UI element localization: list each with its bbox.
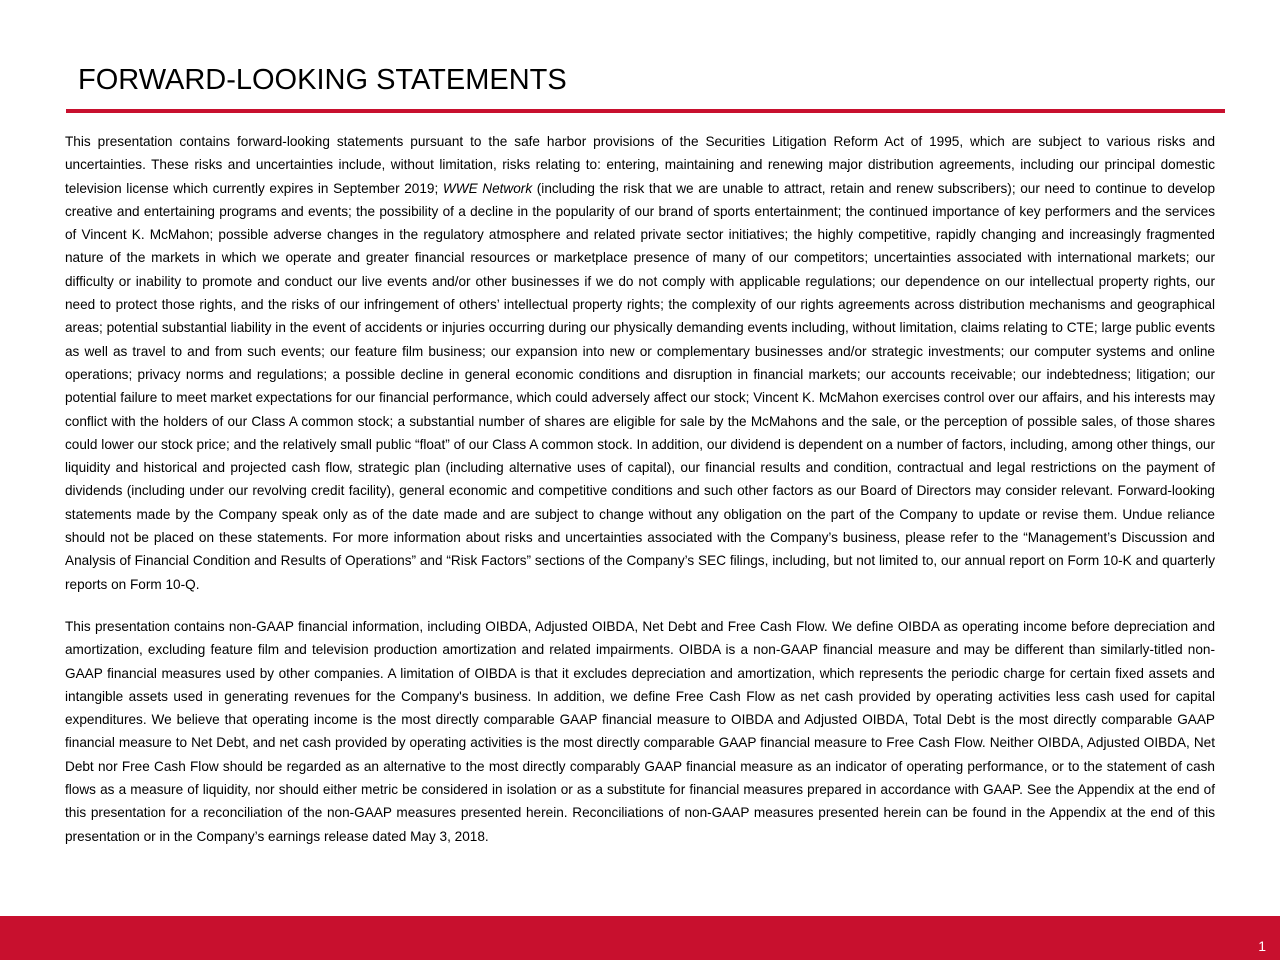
- forward-looking-text-part1: This presentation contains forward-looking statements pursuant to the safe harbor provisions of the Securities Litigation Reform Act of 1995, which are subject to various risks and uncertainties. These risks and uncertainties include, without limitation, risks relating to: entering, maintaining and renewing major distribution agreements, including our principal domestic television license which currently expires in September 2019;: [65, 134, 1215, 196]
- non-gaap-paragraph: This presentation contains non-GAAP financial information, including OIBDA, Adjusted OIBDA, Net Debt and Free Cash Flow. We define OIBDA as operating income before depreciation and amortization, excluding feature film and television production amortization and related impairments. OIBDA is a non-GAAP financial measure and may be different than similarly-titled non-GAAP financial measures used by other companies. A limitation of OIBDA is that it excludes depreciation and amortization, which represents the periodic charge for certain fixed assets and intangible assets used in generating revenues for the Company's business. In addition, we define Free Cash Flow as net cash provided by operating activities less cash used for capital expenditures. We believe that operating income is the most directly comparable GAAP financial measure to OIBDA and Adjusted OIBDA, Total Debt is the most directly comparable GAAP financial measure to Net Debt, and net cash provided by operating activities is the most directly comparable GAAP financial measure to Free Cash Flow. Neither OIBDA, Adjusted OIBDA, Net Debt nor Free Cash Flow should be regarded as an alternative to the most directly comparably GAAP financial measure as an indicator of operating performance, or to the statement of cash flows as a measure of liquidity, nor should either metric be considered in isolation or as a substitute for financial measures prepared in accordance with GAAP. See the Appendix at the end of this presentation for a reconciliation of the non-GAAP measures presented herein. Reconciliations of non-GAAP measures presented herein can be found in the Appendix at the end of this presentation or in the Company’s earnings release dated May 3, 2018.: [65, 618, 1215, 844]
- forward-looking-paragraph: [65, 130, 1215, 596]
- page-number: 1: [1258, 938, 1266, 954]
- forward-looking-text-part2: (including the risk that we are unable to attract, retain and renew subscribers); our need to continue to develop creative and entertaining programs and events; the possibility of a decline in the popularity of our brand of sports entertainment; the continued importance of key performers and the services of Vincent K. McMahon; possible adverse changes in the regulatory atmosphere and related private sector initiatives; the highly competitive, rapidly changing and increasingly fragmented nature of the markets in which we operate and greater financial resources or marketplace presence of many of our competitors; uncertainties associated with international markets; our difficulty or inability to promote and conduct our live events and/or other businesses if we do not comply with applicable regulations; our dependence on our intellectual property rights, our need to protect those rights, and the risks of our infringement of others’ intellectual property rights; the complexity of our rights agreements across distribution mechanisms and geographical areas; potential substantial liability in the event of accidents or injuries occurring during our physically demanding events including, without limitation, claims relating to CTE; large public events as well as travel to and from such events; our feature film business; our expansion into new or complementary businesses and/or strategic investments; our computer systems and online operations; privacy norms and regulations; a possible decline in general economic conditions and disruption in financial markets; our accounts receivable; our indebtedness; litigation; our potential failure to meet market expectations for our financial performance, which could adversely affect our stock; Vincent K. McMahon exercises control over our affairs, and his interests may conflict with the holders of our Class A common stock; a substantial number of shares are eligible for sale by the McMahons and the sale, or the perception of possible sales, of those shares could lower our stock price; and the relatively small public “float” of our Class A common stock. In addition, our dividend is dependent on a number of factors, including, among other things, our liquidity and historical and projected cash flow, strategic plan (including alternative uses of capital), our financial results and condition, contractual and legal restrictions on the payment of dividends (including under our revolving credit facility), general economic and competitive conditions and such other factors as our Board of Directors may consider relevant. Forward-looking statements made by the Company speak only as of the date made and are subject to change without any obligation on the part of the Company to update or revise them. Undue reliance should not be placed on these statements. For more information about risks and uncertainties associated with the Company’s business, please refer to the “Management’s Discussion and Analysis of Financial Condition and Results of Operations” and “Risk Factors” sections of the Company’s SEC filings, including, but not limited to, our annual report on Form 10-K and quarterly reports on Form 10-Q.: [65, 180, 1216, 592]
- wwe-network-italic: WWE Network: [442, 180, 533, 196]
- footer-bar: [0, 916, 1280, 960]
- slide-title: FORWARD-LOOKING STATEMENTS: [78, 64, 567, 96]
- slide-body: [65, 130, 1215, 867]
- title-underline: [66, 109, 1225, 113]
